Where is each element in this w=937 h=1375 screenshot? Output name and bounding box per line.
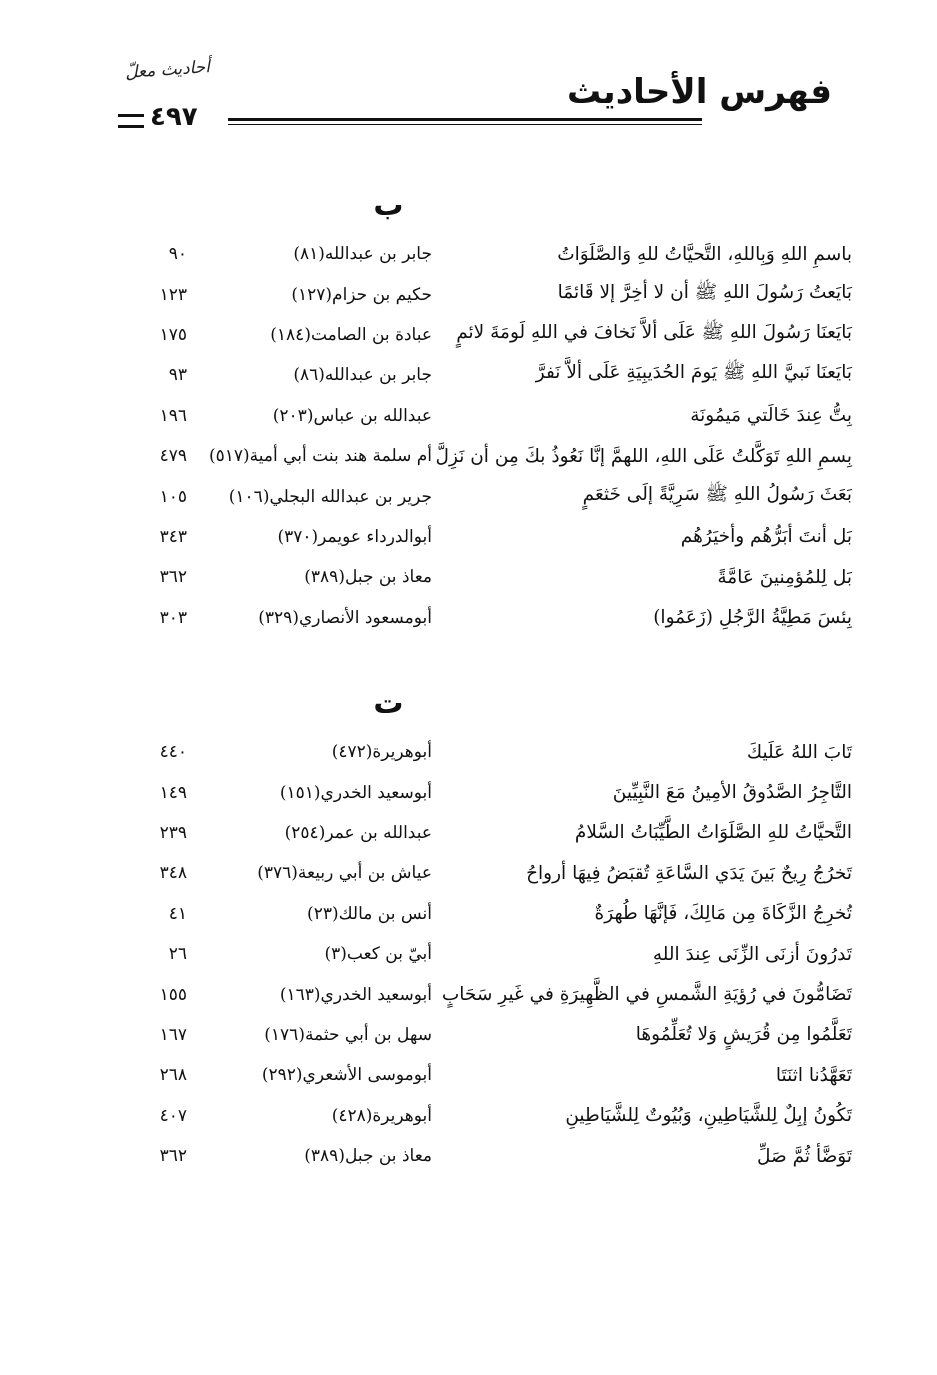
index-entry: [115, 396, 852, 436]
page-reference: ٣٤٨: [159, 863, 187, 884]
narrator-name: عبدالله بن عباس(٢٠٣): [272, 405, 432, 426]
page-reference: ١٢٣: [159, 284, 187, 305]
narrator-name: أبوسعيد الخدري(١٥١): [279, 782, 432, 803]
hadith-text: بَل أنتَ أبَرُّهُم وأخيَرُهُم: [680, 526, 852, 548]
page-reference: ٤١: [168, 903, 187, 924]
handwritten-note: أحاديث معلّ: [124, 57, 211, 83]
hadith-text: تَابَ اللهُ عَلَيكَ: [746, 741, 852, 763]
narrator-name: أبيّ بن كعب(٣): [324, 944, 432, 965]
index-entry: [115, 355, 852, 395]
page-title: فهرس الأحاديث: [566, 72, 832, 112]
hadith-text: تَعَلَّمُوا مِن قُرَيشٍ وَلا تُعَلِّمُوهَا: [635, 1024, 852, 1046]
index-entry: [115, 274, 852, 314]
index-entry: [115, 934, 852, 974]
narrator-name: سهل بن أبي حثمة(١٧٦): [264, 1024, 432, 1045]
hadith-text: التَّحيَّاتُ للهِ الصَّلَوَاتُ الطَّيِّبَاتُ السَّلامُ: [574, 822, 852, 844]
narrator-name: أبومسعود الأنصاري(٣٢٩): [258, 607, 432, 628]
page-reference: ٣٦٢: [159, 567, 187, 588]
page-reference: ٢٦: [168, 944, 187, 965]
page-reference: ٤٧٩: [159, 446, 187, 467]
page-number-dash: [118, 114, 144, 128]
section-letter: ب: [373, 188, 404, 223]
section-ba: [115, 186, 852, 638]
hadith-text: بَايَعنَا نَبيَّ اللهِ ﷺ يَومَ الحُدَيبِيَةِ عَلَى ألاَّ نَفرَّ: [535, 362, 852, 384]
page-reference: ١٠٥: [159, 486, 187, 507]
header-rule: [228, 118, 702, 125]
entry-list: [115, 234, 852, 638]
index-entry: [115, 476, 852, 516]
narrator-name: معاذ بن جبل(٣٨٩): [304, 1146, 432, 1167]
narrator-name: أبوالدرداء عويمر(٣٧٠): [277, 526, 432, 547]
index-entry: [115, 853, 852, 893]
hadith-text: بَعَثَ رَسُولُ اللهِ ﷺ سَرِيَّةً إلَى خَثعَمٍ: [582, 483, 852, 505]
page-reference: ١٩٦: [159, 405, 187, 426]
narrator-name: جابر بن عبدالله(٨٦): [293, 365, 432, 386]
narrator-name: عياش بن أبي ربيعة(٣٧٦): [257, 863, 432, 884]
page-reference: ٩٣: [168, 365, 187, 386]
page-reference: ٣٤٣: [159, 526, 187, 547]
narrator-name: أنس بن مالك(٢٣): [307, 903, 432, 924]
page-reference: ٣٠٣: [159, 607, 187, 628]
hadith-text: تَخرُجُ رِيحٌ بَينَ يَدَي السَّاعَةِ تُقبَضُ فِيهَا أرواحُ: [526, 862, 852, 884]
narrator-name: أبوهريرة(٤٧٢): [331, 742, 432, 763]
page-reference: ١٥٥: [159, 984, 187, 1005]
index-entry: [115, 974, 852, 1014]
page-reference: ١٤٩: [159, 782, 187, 803]
narrator-name: جرير بن عبدالله البجلي(١٠٦): [228, 486, 432, 507]
entry-list: [115, 732, 852, 1176]
index-entry: [115, 517, 852, 557]
hadith-text: باسمِ اللهِ وَبِاللهِ، التَّحيَّاتُ للهِ وَالصَّلَوَاتُ: [557, 243, 852, 265]
hadith-text: التَّاجِرُ الصَّدُوقُ الأمِينُ مَعَ النَّبِيِّينَ: [612, 782, 852, 804]
hadith-text: بِسمِ اللهِ تَوَكَّلتُ عَلَى اللهِ، اللهمَّ إنَّا نَعُوذُ بكَ مِن أن نَزِلَّ: [435, 445, 852, 467]
narrator-name: أبوسعيد الخدري(١٦٣): [279, 984, 432, 1005]
page-reference: ٤٤٠: [159, 742, 187, 763]
hadith-text: بَايَعتُ رَسُولَ اللهِ ﷺ أن لا أخِرَّ إلا قَائمًا: [557, 281, 852, 303]
page-reference: ٢٣٩: [159, 822, 187, 843]
page-number: ٤٩٧: [150, 102, 198, 132]
hadith-text: تُخرِجُ الزَّكَاةَ مِن مَالِكَ، فَإنَّهَا طُهرَةٌ: [594, 903, 852, 925]
page-reference: ٣٦٢: [159, 1146, 187, 1167]
index-entry: [115, 436, 852, 476]
narrator-name: جابر بن عبدالله(٨١): [293, 244, 432, 265]
index-entry: [115, 1096, 852, 1136]
section-ta: [115, 684, 852, 1176]
narrator-name: معاذ بن جبل(٣٨٩): [304, 567, 432, 588]
section-letter: ت: [373, 686, 404, 721]
page-reference: ١٧٥: [159, 324, 187, 345]
index-entry: [115, 894, 852, 934]
narrator-name: أبوموسى الأشعري(٢٩٢): [261, 1065, 432, 1086]
index-entry: [115, 1015, 852, 1055]
index-entry: [115, 1136, 852, 1176]
index-entry: [115, 1055, 852, 1095]
hadith-text: تَوَضَّأ ثُمَّ صَلِّ: [757, 1145, 852, 1167]
hadith-text: تَكُونُ إبِلٌ لِلشَّيَاطِينِ، وَبُيُوتٌ لِلشَّيَاطِينِ: [565, 1105, 852, 1127]
narrator-name: أم سلمة هند بنت أبي أمية(٥١٧): [208, 446, 432, 467]
narrator-name: حكيم بن حزام(١٢٧): [291, 284, 432, 305]
page-reference: ٢٦٨: [159, 1065, 187, 1086]
page-reference: ١٦٧: [159, 1024, 187, 1045]
page-reference: ٩٠: [168, 244, 187, 265]
hadith-text: تَدرُونَ أزنَى الزِّنَى عِندَ اللهِ: [652, 943, 852, 965]
narrator-name: عبدالله بن عمر(٢٥٤): [284, 822, 432, 843]
index-entry: [115, 813, 852, 853]
index-entry: [115, 557, 852, 597]
index-entry: [115, 315, 852, 355]
hadith-text: بَل لِلمُؤمِنينَ عَامَّةً: [717, 566, 852, 588]
hadith-text: تَعَهَّدُنا اثنَتَا: [775, 1064, 852, 1086]
index-entry: [115, 598, 852, 638]
hadith-text: بِتُّ عِندَ خَالَتي مَيمُونَة: [690, 405, 852, 427]
hadith-text: تَضَامُّونَ في رُؤيَةِ الشَّمسِ في الظَّهِيرَةِ في غَيرِ سَحَابٍ: [441, 984, 852, 1006]
hadith-text: بِئسَ مَطِيَّةُ الرَّجُلِ (زَعَمُوا): [653, 607, 852, 629]
narrator-name: أبوهريرة(٤٢٨): [331, 1105, 432, 1126]
narrator-name: عبادة بن الصامت(١٨٤): [270, 324, 432, 345]
index-entry: [115, 732, 852, 772]
page-reference: ٤٠٧: [159, 1105, 187, 1126]
index-entry: [115, 234, 852, 274]
hadith-text: بَايَعنَا رَسُولَ اللهِ ﷺ عَلَى ألاَّ نَخافَ في اللهِ لَومَةَ لائمٍ: [456, 321, 852, 343]
index-entry: [115, 772, 852, 812]
